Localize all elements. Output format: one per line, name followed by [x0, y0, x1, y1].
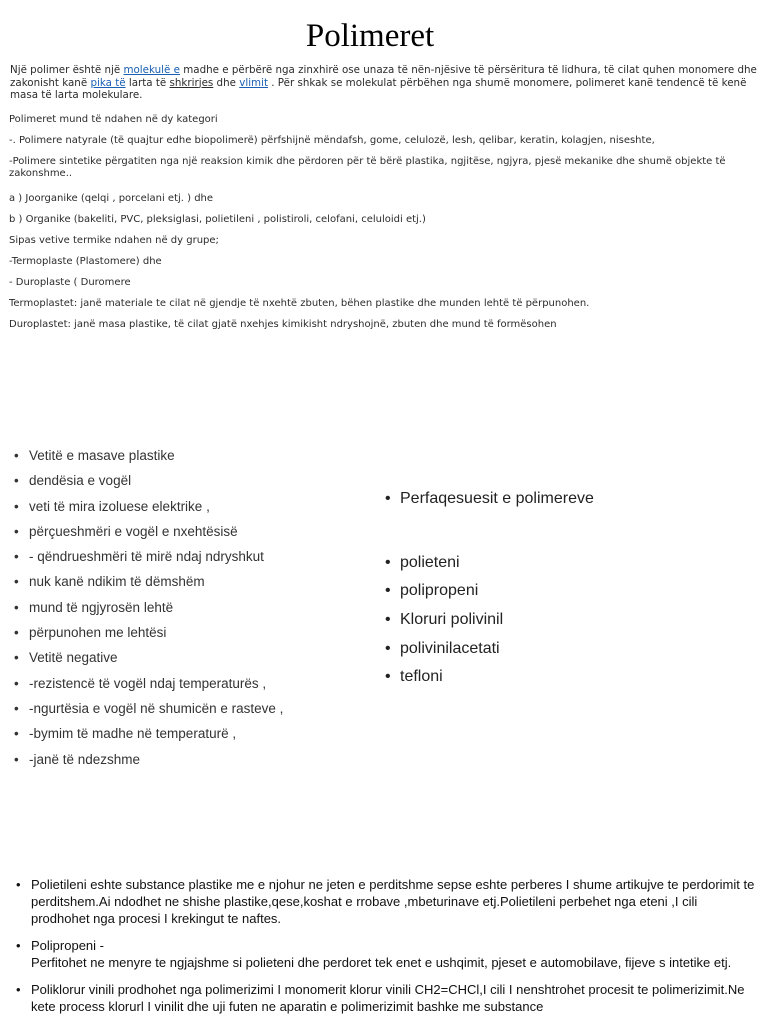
list-item	[16, 876, 758, 927]
list-item	[16, 937, 758, 971]
list-item	[385, 582, 725, 611]
list-item	[14, 625, 354, 650]
representatives-heading	[385, 490, 725, 519]
list-item-text: Vetitë negative	[29, 650, 118, 666]
list-item	[385, 640, 725, 669]
bullet-icon: •	[14, 751, 19, 767]
list-item	[385, 611, 725, 640]
list-item	[14, 448, 354, 473]
list-item-text: Perfaqesuesit e polimereve	[400, 490, 594, 507]
bullet-icon: •	[385, 611, 391, 629]
bullet-icon: •	[14, 523, 19, 539]
text-line: -Polimere sintetike përgatiten nga një reaksion kimik dhe përdoren për të bërë plastika, ngjitëse, ngjyra, pjesë mekanike dhe shumë objekte të zakonshme..	[9, 156, 726, 179]
list-item-text: -rezistencë të vogël ndaj temperaturës ,	[29, 675, 267, 691]
list-item-text: përçueshmëri e vogël e nxehtësisë	[29, 523, 238, 539]
melting-point-link[interactable]: pika të	[90, 76, 126, 89]
list-item-text: Poliklorur vinili prodhohet nga polimerizimi I monomerit klorur vinili CH2=CHCl,I cili I nenshtrohet procesit te polimerizimit.Ne kete process klorurl I vinilit dhe uji futen ne aparatin e polimerizimit bashke me substance	[31, 982, 745, 1014]
text-line: -. Polimere natyrale (të quajtur edhe biopolimerë) përfshijnë mëndafsh, gome, celulozë, lesh, qelibar, keratin, kolagjen, niseshte,	[9, 135, 655, 146]
list-item-text: -janë të ndezshme	[29, 751, 141, 767]
bullet-icon: •	[385, 582, 391, 600]
list-item	[14, 600, 354, 625]
melting-underlined-text: shkrirjes	[169, 76, 214, 89]
text-line: Duroplastet: janë masa plastike, të cilat gjatë nxehjes kimikisht ndryshojnë, zbuten dhe mund të formësohen	[9, 319, 557, 330]
list-item-text: -bymim të madhe në temperaturë ,	[29, 726, 237, 742]
list-item	[14, 574, 354, 599]
list-item-text: veti të mira izoluese elektrike ,	[29, 498, 210, 514]
list-item-text: polieteni	[400, 553, 460, 571]
text-line: Polimeret mund të ndahen në dy kategori	[9, 114, 218, 125]
details-list	[16, 876, 758, 1025]
list-item-text: Vetitë e masave plastike	[29, 448, 175, 463]
text-line: Termoplastet: janë materiale te cilat në gjendje të nxehtë zbuten, bëhen plastike dhe munden lehtë të përpunohen.	[9, 298, 590, 309]
list-item	[14, 549, 354, 574]
text-line: -Termoplaste (Plastomere) dhe	[9, 256, 162, 267]
bullet-icon: •	[14, 448, 19, 463]
bullet-icon: •	[14, 650, 19, 666]
bullet-icon: •	[385, 553, 391, 571]
list-item	[14, 676, 354, 701]
bullet-icon: •	[14, 675, 19, 691]
bullet-icon: •	[14, 549, 19, 565]
list-item-text: nuk kanë ndikim të dëmshëm	[29, 574, 205, 590]
list-item	[14, 499, 354, 524]
list-item-text: polivinilacetati	[400, 639, 500, 657]
bullet-icon: •	[14, 599, 19, 615]
list-item-text: -ngurtësia e vogël në shumicën e rasteve ,	[29, 700, 284, 716]
list-item-text: dendësia e vogël	[29, 473, 132, 489]
list-item-text: mund të ngjyrosën lehtë	[29, 599, 174, 615]
bullet-icon: •	[14, 700, 19, 716]
bullet-icon: •	[14, 625, 19, 641]
list-item-text: Polietileni eshte substance plastike me e njohur ne jeten e perditshme sepse eshte perberes I shume artikujve te perdorimit te perditshem.Ai ndodhet ne shishe plastike,qese,koshat e rrobave ,mbeturinave etj.Polietileni perbehet nga eteni ,I cili prodhohet nga procesi I krekingut te naftes.	[31, 877, 755, 926]
list-item	[14, 752, 354, 777]
list-item	[14, 524, 354, 549]
properties-list	[14, 448, 354, 777]
representatives-list	[385, 490, 725, 697]
molecule-link[interactable]: molekulë e	[123, 64, 180, 76]
bullet-icon: •	[385, 639, 391, 657]
intro-text-1: Një polimer është një	[10, 64, 124, 76]
text-line: Sipas vetive termike ndahen në dy grupe;	[9, 235, 219, 246]
intro-text-3: larta të	[125, 76, 170, 89]
list-item	[14, 650, 354, 675]
text-line: - Duroplaste ( Duromere	[9, 277, 131, 288]
bullet-icon: •	[14, 498, 19, 514]
list-item	[385, 554, 725, 583]
intro-text-2: madhe e përbërë nga zinxhirë ose unaza të nën-njësive të përsëritura të lidhura, të cilat quhen monomere dhe zakonisht kanë	[10, 64, 757, 89]
list-item-text: - qëndrueshmëri të mirë ndaj ndryshkut	[29, 549, 264, 565]
bullet-icon: •	[385, 490, 391, 507]
page-title: Polimeret	[305, 18, 435, 54]
list-item	[14, 726, 354, 751]
list-item-text: Kloruri polivinil	[400, 611, 504, 629]
intro-text-4: dhe	[213, 76, 240, 89]
text-line: a ) Joorganike (qelqi , porcelani etj. ) dhe	[9, 193, 214, 204]
list-item	[14, 473, 354, 498]
list-item-text: Perfitohet ne menyre te ngjajshme si polieteni dhe perdoret tek enet e ushqimit, pjeset e automobilave, fijeve s intetike etj.	[31, 955, 732, 970]
list-item	[16, 981, 758, 1015]
bullet-icon: •	[16, 982, 21, 997]
bullet-icon: •	[16, 938, 21, 953]
list-item-text: përpunohen me lehtësi	[29, 625, 167, 641]
list-item	[14, 701, 354, 726]
bullet-icon: •	[385, 668, 391, 686]
list-item-text: polipropeni	[400, 582, 479, 600]
list-item	[385, 668, 725, 697]
bullet-icon: •	[14, 726, 19, 742]
text-line: b ) Organike (bakeliti, PVC, pleksiglasi, polietileni , polistiroli, celofani, celuloidi etj.)	[9, 214, 426, 225]
intro-paragraph	[10, 64, 760, 102]
list-item-text: tefloni	[400, 668, 443, 686]
boiling-link[interactable]: vlimit	[239, 76, 268, 89]
bullet-icon: •	[14, 574, 19, 590]
bullet-icon: •	[14, 473, 19, 489]
bullet-icon: •	[16, 877, 21, 892]
list-item-text: Polipropeni -	[31, 938, 104, 953]
intro-text-5: . Për shkak se molekulat përbëhen nga shumë monomere, polimeret kanë tendencë të kenë masa të larta molekulare.	[10, 76, 747, 101]
